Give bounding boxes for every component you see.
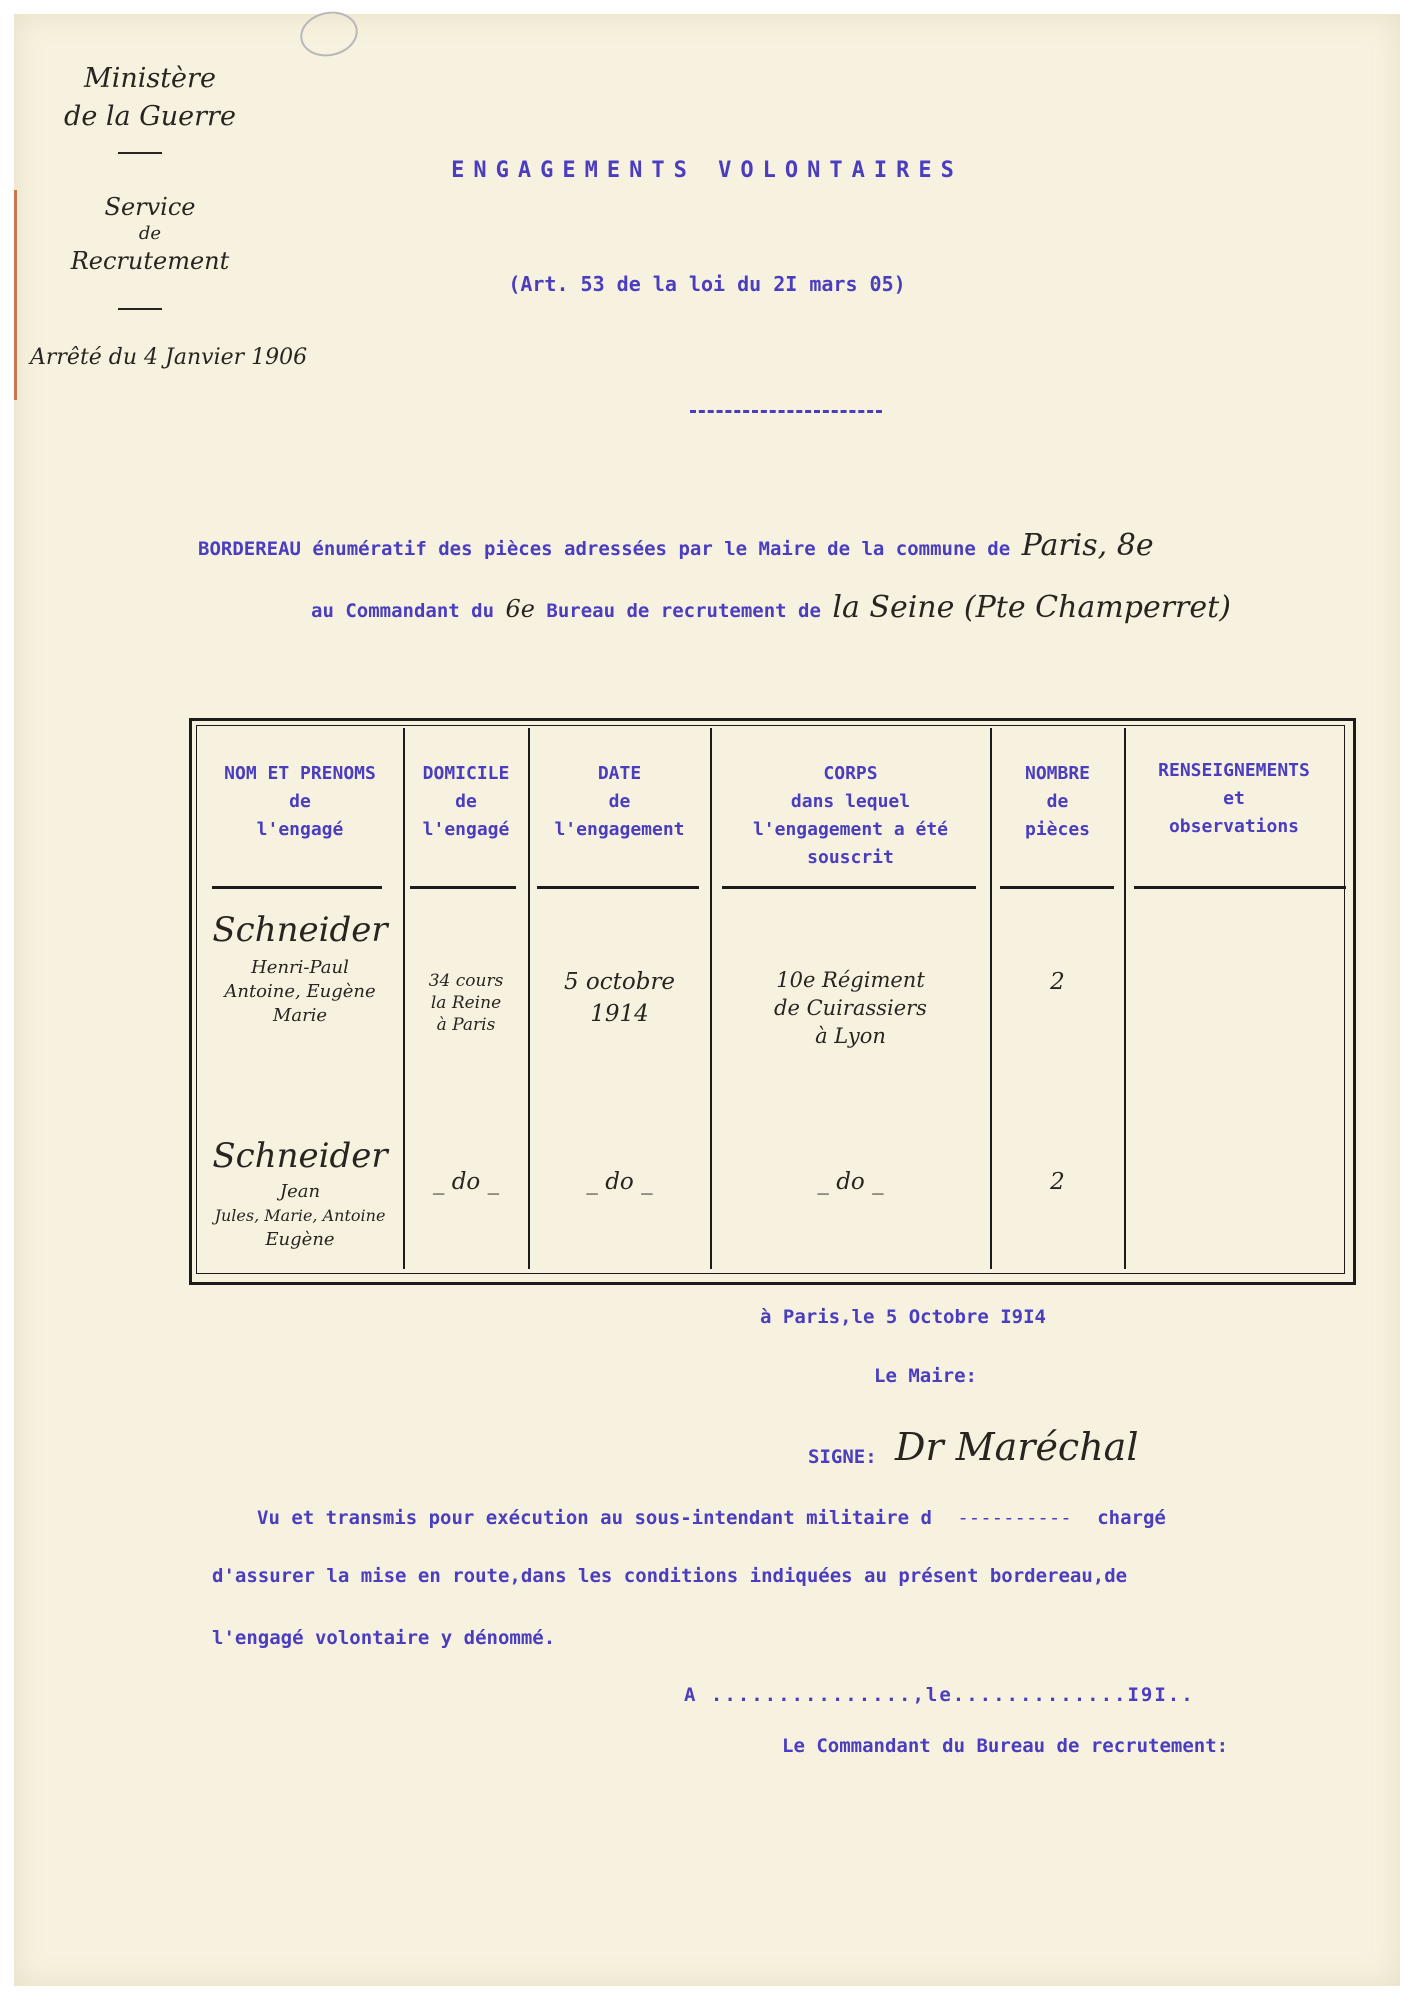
table-row-2-pieces: 2 (1050, 1169, 1065, 1195)
header-text: CORPS (823, 763, 878, 784)
corps-text: de Cuirassiers (774, 996, 927, 1020)
maire-label: Le Maire: (874, 1365, 977, 1387)
domicile-text: la Reine (430, 993, 502, 1013)
header-text: de (455, 791, 477, 812)
bordereau-line-1 (198, 528, 1154, 563)
table-row-2-date: _ do _ (586, 1169, 653, 1195)
transmission-text: chargé (1097, 1507, 1166, 1529)
header-text: l'engagé (422, 819, 510, 840)
header-text: observations (1168, 816, 1300, 837)
transmission-line-2: d'assurer la mise en route,dans les conditions indiquées au présent bordereau,de (212, 1565, 1128, 1587)
table-row-1-name (198, 910, 402, 1028)
margin-divider (118, 308, 162, 310)
table-row-1-date (529, 966, 710, 1030)
given-names: Jules, Marie, Antoine (214, 1206, 386, 1225)
ministry-heading (40, 60, 260, 136)
header-text: de (289, 791, 311, 812)
table-row-1-domicile (404, 970, 528, 1036)
date-text: 1914 (590, 1001, 649, 1027)
bordereau-prefix: BORDEREAU (198, 538, 301, 560)
margin-divider (118, 152, 162, 154)
table-row-2-corps: _ do _ (817, 1169, 884, 1195)
header-renseignements (1125, 757, 1343, 841)
header-date (529, 760, 710, 844)
header-text: NOM ET PRENOMS (224, 763, 376, 784)
header-text: NOMBRE (1024, 763, 1091, 784)
header-text: l'engagement (554, 819, 685, 840)
signe-label: SIGNE: (808, 1446, 877, 1468)
transmission-text: Vu et transmis pour exécution au sous-intendant militaire d (257, 1507, 932, 1529)
date-text: 5 octobre (563, 969, 676, 995)
bordereau-line2-a: au Commandant du (311, 600, 506, 622)
header-domicile (404, 760, 528, 844)
surname: Schneider (212, 910, 388, 950)
header-text: DOMICILE (422, 763, 510, 784)
header-nombre (991, 760, 1124, 844)
bordereau-line-2 (311, 590, 1231, 625)
bureau-place-handwritten: la Seine (Pte Champerret) (832, 590, 1231, 625)
given-names: Antoine, Eugène (224, 981, 376, 1002)
table-row-1-corps (711, 966, 990, 1050)
service-heading (40, 190, 260, 278)
domicile-text: à Paris (436, 1015, 496, 1035)
blank-field: ---------- (957, 1507, 1072, 1529)
place-date-blank-line: A ...............,le.............I9I.. (684, 1684, 1195, 1706)
header-text: RENSEIGNEMENTS (1158, 760, 1310, 781)
place-date: à Paris,le 5 Octobre I9I4 (760, 1306, 1046, 1328)
title-rule (690, 410, 882, 413)
service-line-3: Recrutement (70, 247, 230, 275)
header-text: de (1046, 791, 1069, 812)
header-corps (711, 760, 990, 872)
commandant-label: Le Commandant du Bureau de recrutement: (782, 1735, 1229, 1757)
ministry-line-2: de la Guerre (64, 101, 236, 132)
header-underline (722, 886, 976, 889)
header-text: l'engagement a été (752, 819, 949, 840)
header-text: pièces (1024, 819, 1091, 840)
arrete-note: Arrêté du 4 Janvier 1906 (30, 345, 308, 370)
domicile-text: 34 cours (428, 971, 504, 991)
given-names: Henri-Paul (251, 957, 349, 978)
corps-text: 10e Régiment (776, 968, 925, 992)
table-row-2-name (198, 1136, 402, 1252)
header-text: l'engagé (256, 819, 344, 840)
ministry-line-1: Ministère (84, 63, 216, 94)
service-line-2: de (138, 223, 162, 244)
bordereau-line2-b: Bureau de recrutement de (534, 600, 833, 622)
header-underline (212, 886, 382, 889)
commune-handwritten: Paris, 8e (1021, 528, 1154, 563)
given-names: Eugène (265, 1229, 335, 1250)
header-text: souscrit (807, 847, 894, 868)
header-underline (1134, 886, 1346, 889)
document-subtitle: (Art. 53 de la loi du 2I mars 05) (508, 272, 906, 296)
header-text: et (1223, 788, 1245, 809)
transmission-line-1 (257, 1507, 1337, 1529)
header-underline (410, 886, 516, 889)
transmission-line-3: l'engagé volontaire y dénommé. (212, 1627, 556, 1649)
header-text: de (608, 791, 631, 812)
given-names: Marie (272, 1005, 328, 1026)
header-nom-prenoms (198, 760, 402, 844)
table-row-2-domicile: _ do _ (432, 1169, 500, 1195)
bureau-number-handwritten: 6e (505, 595, 535, 623)
header-underline (537, 886, 699, 889)
mayor-signature: Dr Maréchal (895, 1425, 1139, 1469)
given-names: Jean (279, 1181, 321, 1202)
header-underline (1000, 886, 1114, 889)
document-title: ENGAGEMENTS VOLONTAIRES (451, 158, 963, 183)
service-line-1: Service (104, 193, 196, 221)
corps-text: à Lyon (815, 1024, 886, 1048)
bordereau-text: énumératif des pièces adressées par le Maire de la commune de (300, 538, 1022, 560)
header-text: dans lequel (790, 791, 911, 812)
header-text: DATE (597, 763, 642, 784)
table-row-1-pieces: 2 (1050, 969, 1065, 995)
surname: Schneider (212, 1136, 388, 1176)
